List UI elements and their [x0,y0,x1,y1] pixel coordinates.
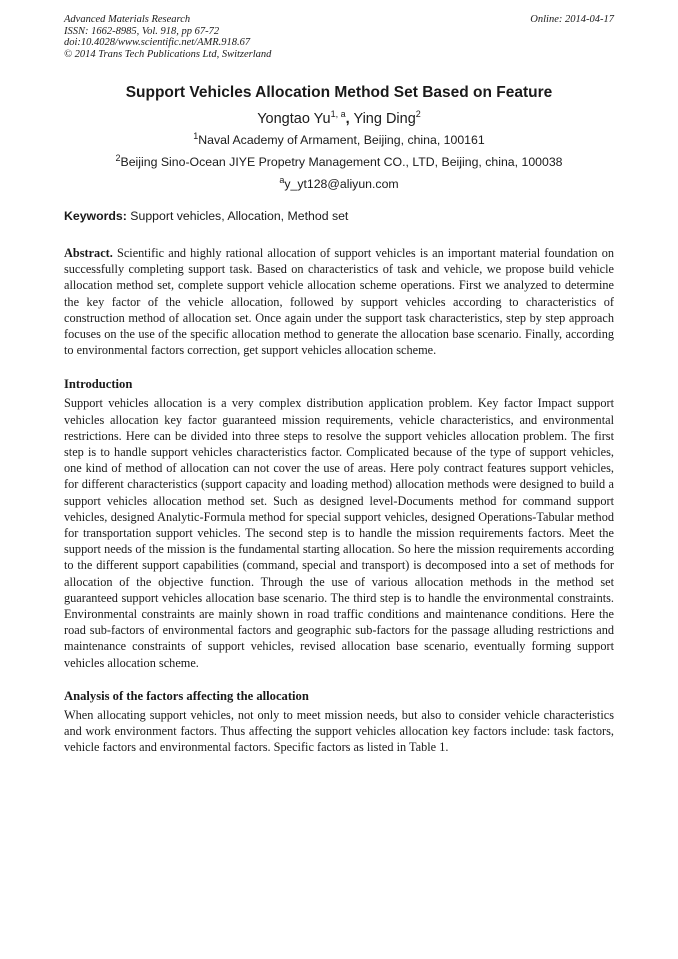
introduction-paragraph: Support vehicles allocation is a very complex distribution application problem. Key factor Impact support vehicles allocation key factor guaranteed mission requirements, vehicle characteristics, and environmental restrictions. Here can be divided into three steps to resolve the support vehicles allocation problem. The first step is to handle support vehicles characteristics factor. Complicated because of the type of support vehicles, one kind of method of allocation can not cover the use of areas. Here poly contract features support vehicles, for different characteristics (support capacity and loading method) allocation methods were designed to build a support vehicles allocation method set. Such as designed level-Documents method for command support vehicles, designed Analytic-Formula method for special support vehicles, designed Operations-Tabular method for transportation support vehicles. The second step is to handle the mission requirements factors. Meet the support needs of the mission is the fundamental starting allocation. So here the mission requirements according to the different support capabilities (command, special and transport) is decomposed into a set of methods for allocation of the objective function. Through the use of various allocation methods in the method set guaranteed support vehicles allocation base scenario. The third step is to handle the environmental constraints. Environmental constraints are mainly shown in road traffic conditions and maintenance conditions. Here the road sub-factors of environmental factors and geographic sub-factors for the passage alluding restrictions and maintenance constraints of support vehicles, revised allocation base scenario, eventually forming support vehicles allocation scheme. [64,396,614,670]
keywords-text: Support vehicles, Allocation, Method set [130,209,349,223]
author-name: Ying Ding [353,111,416,127]
keywords [64,209,614,224]
online-date: Online: 2014-04-17 [530,14,614,25]
analysis-paragraph: When allocating support vehicles, not only to meet mission needs, but also to consider vehicle characteristics and work environment factors. Thus affecting the support vehicles allocation key factors include: task factors, vehicle factors and environmental factors. Specific factors as listed in Table 1. [64,707,614,755]
affiliation-superscript: 1 [193,130,199,141]
journal-header [64,14,614,62]
email-superscript: a [279,174,285,185]
author-list [64,110,614,128]
abstract-text: Scientific and highly rational allocation of support vehicles is an important material foundation on successfully completing support task. Based on characteristics of task and vehicle, we propose build vehicle allocation method set, complete support vehicle allocation scheme operations. First we analyzed to determine the key factor of the vehicle allocation, followed by support vehicles according to characteristics of construction method of allocation set. Once again under the support task characteristics, step by step approach focuses on the use of the specific allocation method to generate the allocation base scenario. Finally, according to environmental factors correction, get support vehicles allocation scheme. [64,246,614,358]
affiliation-2 [64,152,614,170]
journal-issn: ISSN: 1662-8985, Vol. 918, pp 67-72 [64,25,220,37]
paper-title: Support Vehicles Allocation Method Set Based on Feature [125,84,553,101]
abstract-label: Abstract. [64,246,113,260]
section-heading-analysis: Analysis of the factors affecting the allocation [64,688,309,703]
section-heading-introduction: Introduction [64,377,133,392]
author-separator: , [345,111,350,127]
author-superscript: 2 [415,109,421,120]
email-text: y_yt128@aliyun.com [284,177,399,191]
journal-name: Advanced Materials Research [64,14,191,25]
affiliation-superscript: 2 [115,152,121,163]
author-email [64,174,614,192]
author-superscript: 1, a [330,109,346,120]
journal-copyright: © 2014 Trans Tech Publications Ltd, Switzerland [64,48,272,60]
affiliation-text: Naval Academy of Armament, Beijing, china, 100161 [198,133,485,147]
author-name: Yongtao Yu [257,111,331,127]
journal-doi: doi:10.4028/www.scientific.net/AMR.918.67 [64,37,251,48]
affiliation-1 [64,130,614,148]
paper-page [64,14,614,755]
affiliation-text: Beijing Sino-Ocean JIYE Propetry Management CO., LTD, Beijing, china, 100038 [120,155,563,169]
keywords-label: Keywords: [64,209,127,223]
abstract [64,245,614,358]
